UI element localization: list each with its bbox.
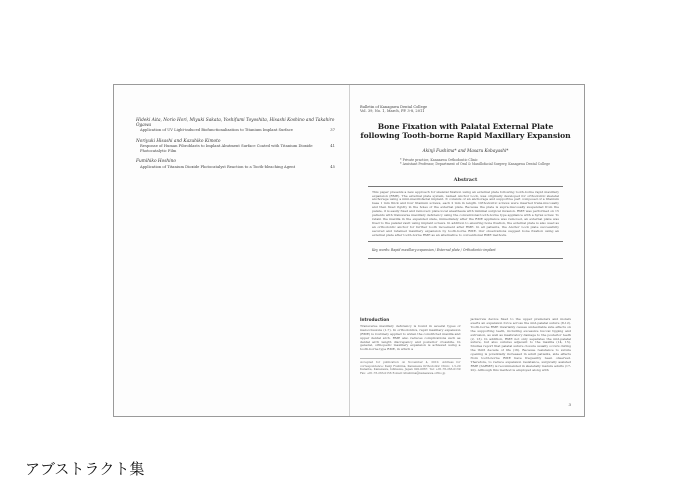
- article-title: Bone Fixation with Palatal External Plate following Tooth-borne Rapid Maxillary Expansion: [360, 121, 571, 140]
- affiliation-line: * Assistant Professor, Department of Oral & Maxillofacial Surgery, Kanagawa Dental College: [400, 161, 550, 166]
- article-body-columns: [360, 318, 571, 375]
- toc-entry[interactable]: [136, 159, 335, 169]
- keywords: Key words: Rapid maxillary expansion / External plate / Orthodontic implant: [372, 247, 496, 252]
- author-affiliations: [400, 159, 571, 167]
- divider: [368, 186, 563, 187]
- toc-authors: Fumihiko Hoshino: [136, 159, 176, 165]
- toc-authors: Noriyuki Hisashi and Kazuhiko Kimoto: [136, 139, 221, 144]
- footnote: Accepted for publication on November 4, 2010. Address for correspondence: Kenji Fushima, Kanazawa Orthodontic Clinic, 1-5-20 Kanaiba, Kanazawa, Ishikawa, Japan 920-0867. Tel: +81-76-263-0139 Fax: +81-76-263-0156 E-mail: kfushima@kanazawa-ortho.jp: [360, 360, 461, 375]
- toc-page-number: 45: [330, 164, 335, 169]
- body-text: Transverse maxillary deficiency is found in several types of malocclusions (1-7). In orthodontics, rapid maxillary expansion (RME) is routinely applied to widen the constricted maxilla and upper dental arch. RME also reduces complications such as dental arch length discrepancy and posterior crossbite. In general, orthopedic maxillary expansion is achieved using a tooth-borne type RME, in which a: [360, 323, 461, 352]
- toc-title: Response of Human Fibroblasts to Implant Abutment Surface Coated with Titanium Dioxide Photocatalytic Film 41: [140, 144, 335, 153]
- document-spread: [113, 84, 585, 417]
- caption-label: アブストラクト集: [25, 460, 145, 478]
- abstract-body: This paper presents a new approach for skeletal fixation using an external plate following tooth-borne rapid maxillary expansion (RME). The external plate system, named Anchor Lock, was originally developed for orthodontic skeletal anchorage using a mini-maxillofacial implant. It consists of an anchorage and supportive part composed of a titanium base 1 mm thick and four titanium screws, each 2 mm in length. Orthodontic screws were inserted trans-mucosally and then fixed rigidly in the holes of the external plate. Because the plate is supra-mucosally suspended from the palate, it is easily fixed and removed; plate local anesthesia with minimal surgical invasion. RME was performed on 15 patients with transverse maxillary deficiency using the conventional tooth-borne type appliance with a hyrax screw. To retain the maxilla in the expanded state, immediately after the RME appliance was removed, an external plate was fixed to the palatal vault using implant screws. In addition to ensuring bone fixation, the external plate is also used as an orthodontic anchor for further tooth movement after RME. In all patients, the Anchor Lock plate successfully secured and retained maxillary expansion by tooth-borne RME. Our observations suggest bone fixation using an external plate after tooth-borne RME as an alternative to conventional RME methods.: [372, 189, 559, 237]
- toc-title: Application of UV Light-induced Biofunctionalization to Titanium Implant Surface 37: [140, 128, 335, 133]
- journal-name: Bulletin of Kanagawa Dental College: [360, 105, 428, 109]
- journal-volume: Vol. 39, No. 1, March, PP. 3-8, 2011: [360, 109, 425, 114]
- toc-entry[interactable]: [136, 118, 335, 133]
- divider: [368, 258, 563, 259]
- body-column-left: [360, 318, 461, 375]
- toc-authors: Hideki Aita, Norio Hori, Miyuki Sakata, Yoshifumi Toyoshita, Hisashi Koshino and Takahiro Ogawa: [136, 118, 335, 129]
- introduction-heading: Introduction: [360, 317, 390, 322]
- journal-info: [360, 105, 571, 114]
- toc-page-number: 41: [330, 144, 335, 149]
- affiliation-line: * Private practice, Kanazawa Orthodontic Clinic: [400, 157, 478, 162]
- toc-page-number: 37: [330, 128, 335, 133]
- page-number: 3: [568, 402, 571, 407]
- toc-title: Application of Titanium Dioxide Photocatalyst Reaction to a Tooth-bleaching Agent 45: [140, 164, 335, 169]
- toc-entry[interactable]: [136, 139, 335, 153]
- divider: [368, 241, 563, 242]
- body-text: jackscrew device fixed to the upper premolars and molars exerts an expansion force across the mid-palatal suture (8-12). Tooth-borne RME invariably causes undesirable side effects on the supporting teeth, including excessive buccal tipping and extrusion, as well as masticatory damage to the posterior teeth (2, 13). In addition, RME not only separates the mid-palatal suture, but also sutures adjacent to the maxilla (14, 15). Studies report that palatal suture closure usually occurs during the third decade of life (16). Because resistance to suture opening is potentially increased in adult patients, side effects from tooth-borne RME have frequently been observed. Therefore, to reduce expansion resistance, surgically assisted RME (SARME) is recommended in skeletally mature adults (17-20). Although this method is employed along with: [470, 317, 571, 372]
- article-authors: Akinji Fushima* and Masaru Kobayashi*: [422, 147, 509, 153]
- left-page-toc: [114, 85, 349, 416]
- abstract-heading: Abstract: [453, 176, 478, 183]
- right-page-article: [350, 85, 585, 416]
- body-column-right: [471, 318, 572, 375]
